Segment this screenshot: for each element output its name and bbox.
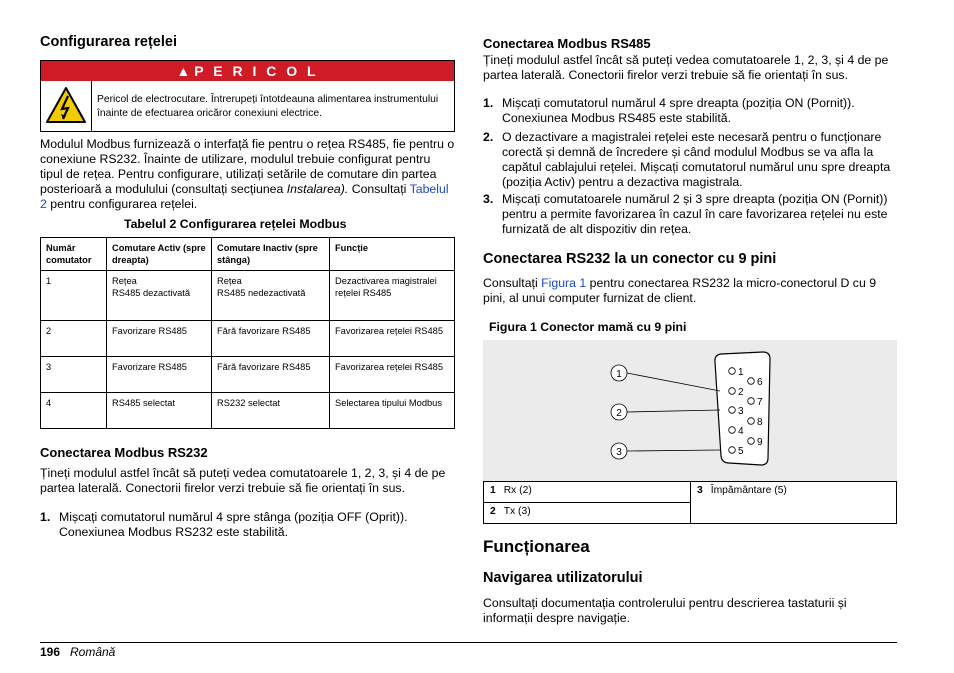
svg-text:3: 3: [738, 406, 744, 417]
figure-legend-table: [483, 481, 897, 524]
svg-text:8: 8: [757, 417, 763, 428]
rs232-heading: Conectarea Modbus RS232: [40, 445, 208, 460]
table-cell: Selectarea tipului Modbus: [330, 393, 455, 429]
modbus-config-table: [40, 237, 455, 429]
page-language: Română: [70, 645, 116, 659]
electrical-hazard-icon-cell: [41, 81, 92, 131]
svg-text:3: 3: [616, 447, 622, 458]
page-number: 196: [40, 645, 61, 659]
callout-2: [611, 404, 627, 420]
danger-banner: [41, 61, 454, 81]
navigation-paragraph: Consultați documentația controlerului pentru descrierea tastaturii și informații despre navigație.: [483, 596, 847, 625]
svg-text:4: 4: [738, 426, 744, 437]
table-cell: Favorizare RS485: [107, 357, 212, 393]
db9-connector-figure: [483, 340, 897, 481]
table-row: [41, 393, 455, 429]
list-item-number: 2.: [483, 130, 494, 144]
table-header-row: [41, 238, 455, 271]
column-header: Număr comutator: [41, 238, 107, 271]
operation-heading: Funcționarea: [483, 537, 590, 556]
table-caption: Tabelul 2 Configurarea rețelei Modbus: [124, 217, 347, 231]
column-header: Funcție: [330, 238, 455, 271]
rs232-9pin-heading: Conectarea RS232 la un conector cu 9 pini: [483, 251, 777, 267]
table-cell: RS232 selectat: [212, 393, 330, 429]
column-header: Comutare Inactiv (spre stânga): [212, 238, 330, 271]
list-item-text: Mișcați comutatoarele numărul 2 și 3 spre dreapta (poziția ON (Pornit)) pentru a permite favorizarea în cazul în care favorizarea rețelei nu este furnizată de alt dispozitiv din rețea.: [502, 192, 888, 236]
danger-warning-text: Pericol de electrocutare. Întrerupeți întotdeauna alimentarea instrumentului înainte de efectuarea oricăror conexiuni electrice.: [97, 94, 439, 119]
rs232-paragraph: Țineți modulul astfel încât să puteți vedea comutatoarele 1, 2, 3, și 4 de pe partea laterală. Conectorii firelor verzi trebuie să fie orientați în sus.: [40, 466, 446, 495]
list-item-number: 1.: [483, 96, 494, 110]
table-cell: Rețea RS485 dezactivată: [107, 271, 212, 321]
table-cell: 3: [41, 357, 107, 393]
danger-label: P E R I C O L: [194, 63, 319, 79]
svg-text:2: 2: [738, 387, 744, 398]
list-item-number: 1.: [40, 510, 51, 524]
table-cell: Fără favorizare RS485: [212, 321, 330, 357]
table-row: [41, 271, 455, 321]
list-item-text: Mișcați comutatorul numărul 4 spre stânga (poziția OFF (Oprit)). Conexiunea Modbus RS232 este stabilită.: [59, 510, 408, 539]
list-item: [483, 192, 897, 237]
list-item: [483, 96, 897, 126]
svg-text:1: 1: [616, 369, 622, 380]
list-item-text: O dezactivare a magistralei rețelei este necesară pentru o funcționare corectă și demnă de încredere și când modulul Modbus se va afla la capătul cablajului rețelei. Mișcați comutatorul numărul unu spre dreapta (poziția Activ) pentru a dezactiva magistrala.: [502, 130, 891, 189]
list-item-number: 3.: [483, 192, 494, 206]
legend-cell: 3 Împământare (5): [691, 482, 897, 524]
table-cell: RS485 selectat: [107, 393, 212, 429]
intro-paragraph: Modulul Modbus furnizează o interfață fie pentru o rețea RS485, fie pentru o conexiune RS232. Înainte de utilizare, modulul trebuie configurat pentru tipul de rețea. Pentru configurare, utilizați setările de comutare din partea posterioară a modulului (consultați secțiunea Instalarea). Consultați Tabelul 2 pentru configurarea rețelei.: [40, 137, 455, 211]
legend-row: [484, 482, 897, 503]
list-item-text: Mișcați comutatorul numărul 4 spre dreapta (poziția ON (Pornit)). Conexiunea Modbus RS485 este stabilită.: [502, 96, 855, 125]
user-navigation-heading: Navigarea utilizatorului: [483, 570, 643, 586]
legend-cell: 1 Rx (2): [484, 482, 691, 503]
table-cell: Favorizarea rețelei RS485: [330, 357, 455, 393]
list-item: [483, 130, 897, 190]
svg-text:5: 5: [738, 446, 744, 457]
table-cell: Fără favorizare RS485: [212, 357, 330, 393]
column-header: Comutare Activ (spre dreapta): [107, 238, 212, 271]
table-cell: 1: [41, 271, 107, 321]
legend-cell: 2 Tx (3): [484, 503, 691, 524]
table-cell: Favorizarea rețelei RS485: [330, 321, 455, 357]
table-cell: 4: [41, 393, 107, 429]
svg-text:1: 1: [738, 367, 744, 378]
svg-text:7: 7: [757, 397, 763, 408]
svg-text:6: 6: [757, 377, 763, 388]
table-cell: Favorizare RS485: [107, 321, 212, 357]
callout-1: [611, 365, 627, 381]
section-heading-network-config: Configurarea rețelei: [40, 34, 177, 50]
table-2-link[interactable]: Tabelul 2: [40, 182, 449, 211]
rs232-9pin-paragraph: Consultați Figura 1 pentru conectarea RS232 la micro-conectorul D cu 9 pini, al unui computer furnizat de client.: [483, 276, 877, 305]
table-cell: Dezactivarea magistralei rețelei RS485: [330, 271, 455, 321]
rs485-paragraph: Țineți modulul astfel încât să puteți vedea comutatoarele 1, 2, 3, și 4 de pe partea laterală. Conectorii firelor verzi trebuie să fie orientați în sus.: [483, 53, 889, 82]
list-item: [40, 510, 456, 540]
callout-3: [611, 443, 627, 459]
figure-caption: Figura 1 Conector mamă cu 9 pini: [489, 320, 687, 334]
table-row: [41, 321, 455, 357]
figure-1-link[interactable]: Figura 1: [541, 276, 587, 290]
rs485-heading: Conectarea Modbus RS485: [483, 36, 651, 51]
table-cell: 2: [41, 321, 107, 357]
warning-triangle-icon: ▲: [176, 63, 191, 79]
table-row: [41, 357, 455, 393]
svg-text:2: 2: [616, 408, 622, 419]
electrical-hazard-icon: [41, 81, 91, 131]
footer-divider: [40, 642, 897, 643]
table-cell: Rețea RS485 nedezactivată: [212, 271, 330, 321]
svg-text:9: 9: [757, 437, 763, 448]
